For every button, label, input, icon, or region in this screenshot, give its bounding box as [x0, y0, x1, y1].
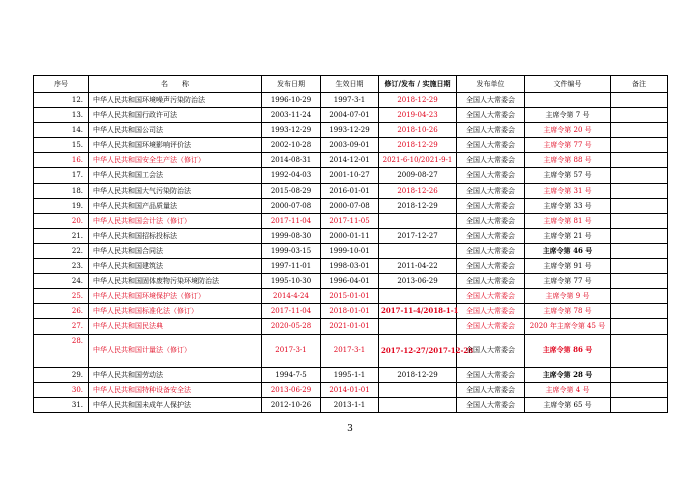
law-name: 中华人民共和国劳动法	[89, 367, 262, 382]
law-name: 中华人民共和国会计法（修订）	[89, 213, 262, 228]
issuing-unit: 全国人大常委会	[457, 228, 525, 243]
table-row	[34, 198, 668, 213]
remarks	[611, 289, 668, 304]
publish-date: 2012-10-26	[262, 397, 321, 412]
remarks	[611, 304, 668, 319]
revision-date: 2018-10-26	[379, 123, 457, 138]
revision-date: 2018-12-29	[379, 198, 457, 213]
header-remarks: 备注	[611, 76, 668, 93]
publish-date: 2017-11-04	[262, 304, 321, 319]
publish-date: 2014-4-24	[262, 289, 321, 304]
document-number: 主席令第 33 号	[525, 198, 611, 213]
row-number: 18.	[34, 183, 89, 198]
document-number: 主席令第 86 号	[525, 334, 611, 367]
document-number: 2020 年主席令第 45 号	[525, 319, 611, 334]
row-number: 21.	[34, 228, 89, 243]
row-number: 22.	[34, 243, 89, 258]
row-number: 14.	[34, 123, 89, 138]
header-document-number: 文件编号	[525, 76, 611, 93]
revision-date: 2013-06-29	[379, 274, 457, 289]
publish-date: 2000-07-08	[262, 198, 321, 213]
row-number: 17.	[34, 168, 89, 183]
row-number: 29.	[34, 367, 89, 382]
publish-date: 1994-7-5	[262, 367, 321, 382]
table-row	[34, 183, 668, 198]
remarks	[611, 108, 668, 123]
law-name: 中华人民共和国固体废物污染环境防治法	[89, 274, 262, 289]
effective-date: 1993-12-29	[321, 123, 379, 138]
issuing-unit: 全国人大常委会	[457, 243, 525, 258]
law-name: 中华人民共和国大气污染防治法	[89, 183, 262, 198]
publish-date: 1993-12-29	[262, 123, 321, 138]
document-number: 主席令第 31 号	[525, 183, 611, 198]
issuing-unit: 全国人大常委会	[457, 259, 525, 274]
header-number: 序号	[34, 76, 89, 93]
revision-date	[379, 397, 457, 412]
table-row	[34, 397, 668, 412]
law-name: 中华人民共和国合同法	[89, 243, 262, 258]
remarks	[611, 334, 668, 367]
law-name: 中华人民共和国计量法（修订）	[89, 334, 262, 367]
effective-date: 2000-07-08	[321, 198, 379, 213]
document-number: 主席令第 65 号	[525, 397, 611, 412]
revision-date	[379, 319, 457, 334]
law-name: 中华人民共和国标准化法（修订）	[89, 304, 262, 319]
effective-date: 1996-04-01	[321, 274, 379, 289]
revision-date: 2018-12-29	[379, 138, 457, 153]
remarks	[611, 183, 668, 198]
law-name: 中华人民共和国工会法	[89, 168, 262, 183]
law-name: 中华人民共和国产品质量法	[89, 198, 262, 213]
document-number: 主席令第 28 号	[525, 367, 611, 382]
row-number: 12.	[34, 93, 89, 108]
table-row	[34, 138, 668, 153]
table-row	[34, 243, 668, 258]
revision-date: 2018-12-26	[379, 183, 457, 198]
publish-date: 1997-11-01	[262, 259, 321, 274]
header-issuing-unit: 发布单位	[457, 76, 525, 93]
law-name: 中华人民共和国行政许可法	[89, 108, 262, 123]
table-row	[34, 319, 668, 334]
table-row	[34, 259, 668, 274]
publish-date: 2003-11-24	[262, 108, 321, 123]
table-row	[34, 213, 668, 228]
row-number: 28.	[34, 334, 89, 367]
remarks	[611, 367, 668, 382]
publish-date: 1995-10-30	[262, 274, 321, 289]
issuing-unit: 全国人大常委会	[457, 168, 525, 183]
revision-date	[379, 213, 457, 228]
effective-date: 2014-01-01	[321, 382, 379, 397]
issuing-unit: 全国人大常委会	[457, 274, 525, 289]
issuing-unit: 全国人大常委会	[457, 334, 525, 367]
effective-date: 2004-07-01	[321, 108, 379, 123]
header-effective-date: 生效日期	[321, 76, 379, 93]
revision-date: 2019-04-23	[379, 108, 457, 123]
row-number: 30.	[34, 382, 89, 397]
law-name: 中华人民共和国民法典	[89, 319, 262, 334]
table-row	[34, 367, 668, 382]
document-number: 主席令第 81 号	[525, 213, 611, 228]
issuing-unit: 全国人大常委会	[457, 319, 525, 334]
issuing-unit: 全国人大常委会	[457, 123, 525, 138]
remarks	[611, 319, 668, 334]
issuing-unit: 全国人大常委会	[457, 138, 525, 153]
table-row	[34, 304, 668, 319]
document-number: 主席令第 77 号	[525, 274, 611, 289]
publish-date: 2013-06-29	[262, 382, 321, 397]
document-number: 主席令第 4 号	[525, 382, 611, 397]
remarks	[611, 213, 668, 228]
row-number: 20.	[34, 213, 89, 228]
revision-date: 2017-12-27/2017-12-28	[379, 334, 457, 367]
revision-date: 2017-12-27	[379, 228, 457, 243]
remarks	[611, 397, 668, 412]
issuing-unit: 全国人大常委会	[457, 108, 525, 123]
issuing-unit: 全国人大常委会	[457, 397, 525, 412]
law-name: 中华人民共和国建筑法	[89, 259, 262, 274]
revision-date: 2021-6-10/2021-9-1	[379, 153, 457, 168]
table-row	[34, 289, 668, 304]
regulations-table	[33, 75, 668, 413]
effective-date: 2001-10-27	[321, 168, 379, 183]
remarks	[611, 259, 668, 274]
remarks	[611, 153, 668, 168]
document-number: 主席令第 57 号	[525, 168, 611, 183]
row-number: 13.	[34, 108, 89, 123]
row-number: 19.	[34, 198, 89, 213]
effective-date: 2017-11-05	[321, 213, 379, 228]
revision-date	[379, 243, 457, 258]
issuing-unit: 全国人大常委会	[457, 304, 525, 319]
document-number: 主席令第 9 号	[525, 289, 611, 304]
effective-date: 1998-03-01	[321, 259, 379, 274]
effective-date: 2017-3-1	[321, 334, 379, 367]
document-number	[525, 93, 611, 108]
row-number: 31.	[34, 397, 89, 412]
issuing-unit: 全国人大常委会	[457, 289, 525, 304]
document-number: 主席令第 88 号	[525, 153, 611, 168]
remarks	[611, 382, 668, 397]
revision-date: 2018-12-29	[379, 93, 457, 108]
effective-date: 2016-01-01	[321, 183, 379, 198]
row-number: 26.	[34, 304, 89, 319]
table-row	[34, 334, 668, 367]
law-name: 中华人民共和国环境噪声污染防治法	[89, 93, 262, 108]
effective-date: 2018-01-01	[321, 304, 379, 319]
law-name: 中华人民共和国公司法	[89, 123, 262, 138]
row-number: 23.	[34, 259, 89, 274]
revision-date	[379, 382, 457, 397]
publish-date: 2015-08-29	[262, 183, 321, 198]
effective-date: 1995-1-1	[321, 367, 379, 382]
effective-date: 2000-01-11	[321, 228, 379, 243]
table-row	[34, 108, 668, 123]
table-row	[34, 93, 668, 108]
remarks	[611, 93, 668, 108]
remarks	[611, 198, 668, 213]
table-row	[34, 228, 668, 243]
row-number: 25.	[34, 289, 89, 304]
header-revision-date: 修订/发布 / 实施日期	[379, 76, 457, 93]
table-row	[34, 153, 668, 168]
revision-date: 2017-11-4/2018-1-1	[379, 304, 457, 319]
row-number: 24.	[34, 274, 89, 289]
law-name: 中华人民共和国环境影响评价法	[89, 138, 262, 153]
law-name: 中华人民共和国特种设备安全法	[89, 382, 262, 397]
issuing-unit: 全国人大常委会	[457, 153, 525, 168]
revision-date	[379, 289, 457, 304]
revision-date: 2009-08-27	[379, 168, 457, 183]
issuing-unit: 全国人大常委会	[457, 367, 525, 382]
document-number: 主席令第 21 号	[525, 228, 611, 243]
publish-date: 2017-3-1	[262, 334, 321, 367]
remarks	[611, 243, 668, 258]
table-row	[34, 123, 668, 138]
effective-date: 2003-09-01	[321, 138, 379, 153]
law-name: 中华人民共和国招标投标法	[89, 228, 262, 243]
remarks	[611, 123, 668, 138]
remarks	[611, 168, 668, 183]
effective-date: 1997-3-1	[321, 93, 379, 108]
law-name: 中华人民共和国环境保护法（修订）	[89, 289, 262, 304]
document-number: 主席令第 46 号	[525, 243, 611, 258]
issuing-unit: 全国人大常委会	[457, 213, 525, 228]
revision-date: 2018-12-29	[379, 367, 457, 382]
publish-date: 1992-04-03	[262, 168, 321, 183]
effective-date: 1999-10-01	[321, 243, 379, 258]
document-number: 主席令第 77 号	[525, 138, 611, 153]
effective-date: 2015-01-01	[321, 289, 379, 304]
row-number: 27.	[34, 319, 89, 334]
row-number: 15.	[34, 138, 89, 153]
law-name: 中华人民共和国未成年人保护法	[89, 397, 262, 412]
publish-date: 2014-08-31	[262, 153, 321, 168]
revision-date: 2011-04-22	[379, 259, 457, 274]
page-number: 3	[347, 424, 353, 434]
remarks	[611, 138, 668, 153]
row-number: 16.	[34, 153, 89, 168]
table-header-row	[34, 76, 668, 93]
issuing-unit: 全国人大常委会	[457, 382, 525, 397]
publish-date: 1996-10-29	[262, 93, 321, 108]
effective-date: 2021-01-01	[321, 319, 379, 334]
issuing-unit: 全国人大常委会	[457, 198, 525, 213]
publish-date: 1999-03-15	[262, 243, 321, 258]
header-publish-date: 发布日期	[262, 76, 321, 93]
publish-date: 2002-10-28	[262, 138, 321, 153]
publish-date: 2017-11-04	[262, 213, 321, 228]
issuing-unit: 全国人大常委会	[457, 93, 525, 108]
table-row	[34, 274, 668, 289]
remarks	[611, 228, 668, 243]
issuing-unit: 全国人大常委会	[457, 183, 525, 198]
effective-date: 2013-1-1	[321, 397, 379, 412]
law-name: 中华人民共和国安全生产法（修订）	[89, 153, 262, 168]
table-row	[34, 168, 668, 183]
document-number: 主席令第 20 号	[525, 123, 611, 138]
remarks	[611, 274, 668, 289]
publish-date: 1999-08-30	[262, 228, 321, 243]
table-row	[34, 382, 668, 397]
document-number: 主席令第 7 号	[525, 108, 611, 123]
header-name: 名 称	[89, 76, 262, 93]
effective-date: 2014-12-01	[321, 153, 379, 168]
document-number: 主席令第 78 号	[525, 304, 611, 319]
document-number: 主席令第 91 号	[525, 259, 611, 274]
publish-date: 2020-05-28	[262, 319, 321, 334]
